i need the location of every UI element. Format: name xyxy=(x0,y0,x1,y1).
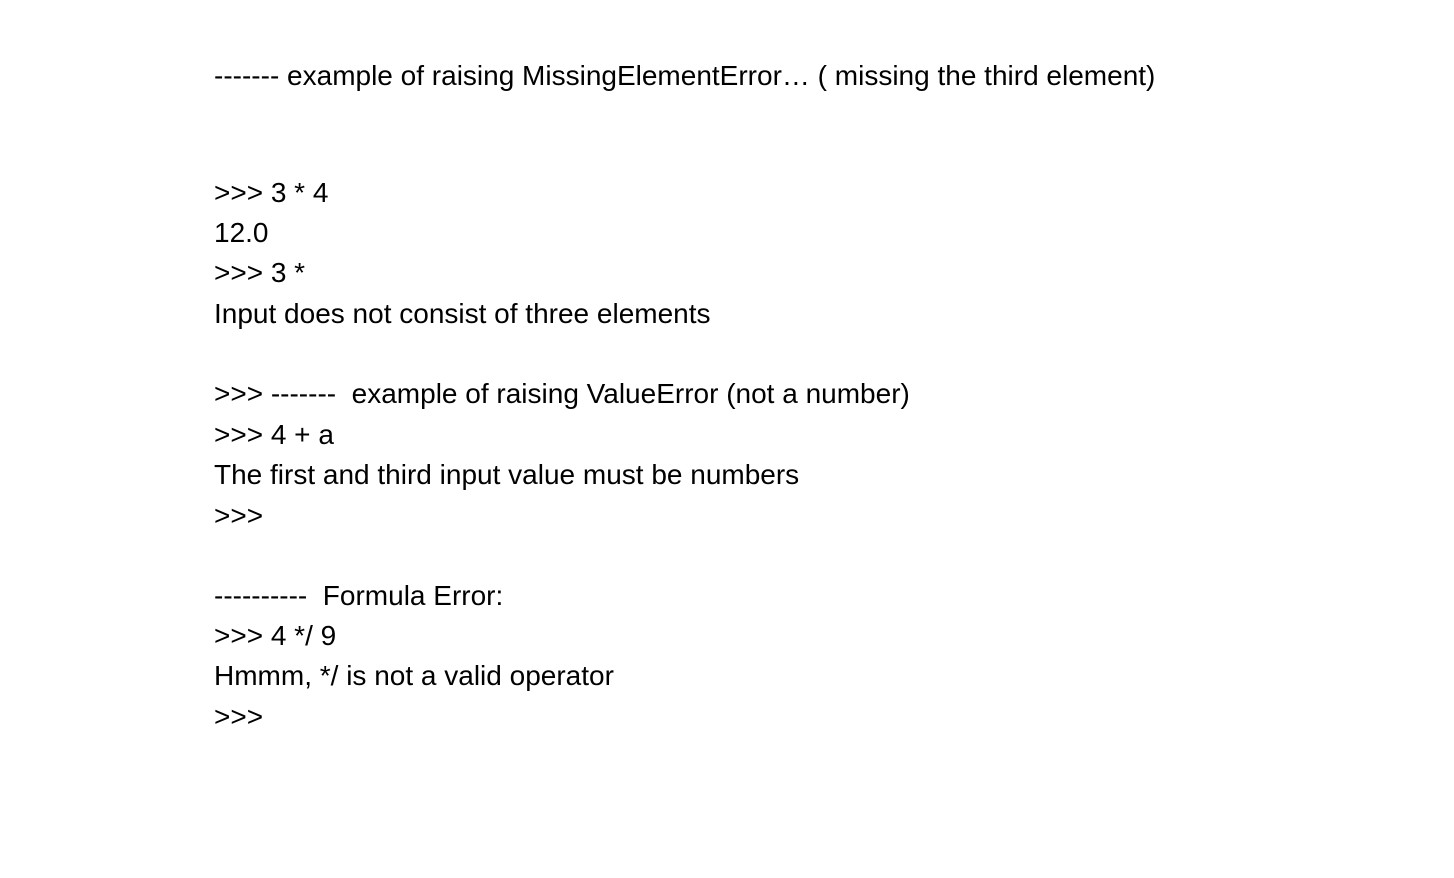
prompt-line: >>> 4 */ 9 xyxy=(214,620,337,651)
prompt-line: >>> xyxy=(214,500,264,531)
prompt-line: >>> 3 * 4 xyxy=(214,177,329,208)
error-message: Hmmm, */ is not a valid operator xyxy=(214,660,614,691)
heading-missing-element-example: ------- example of raising MissingElementError… ( missing the third element) xyxy=(214,60,1156,91)
prompt-line: >>> 4 + a xyxy=(214,419,334,450)
output-line: 12.0 xyxy=(214,217,269,248)
prompt-line: >>> 3 * xyxy=(214,257,306,288)
error-message: Input does not consist of three elements xyxy=(214,298,711,329)
prompt-line: >>> xyxy=(214,701,264,732)
heading-value-error-example: >>> ------- example of raising ValueError (not a number) xyxy=(214,378,910,409)
heading-formula-error: ---------- Formula Error: xyxy=(214,580,504,611)
error-message: The first and third input value must be numbers xyxy=(214,459,800,490)
